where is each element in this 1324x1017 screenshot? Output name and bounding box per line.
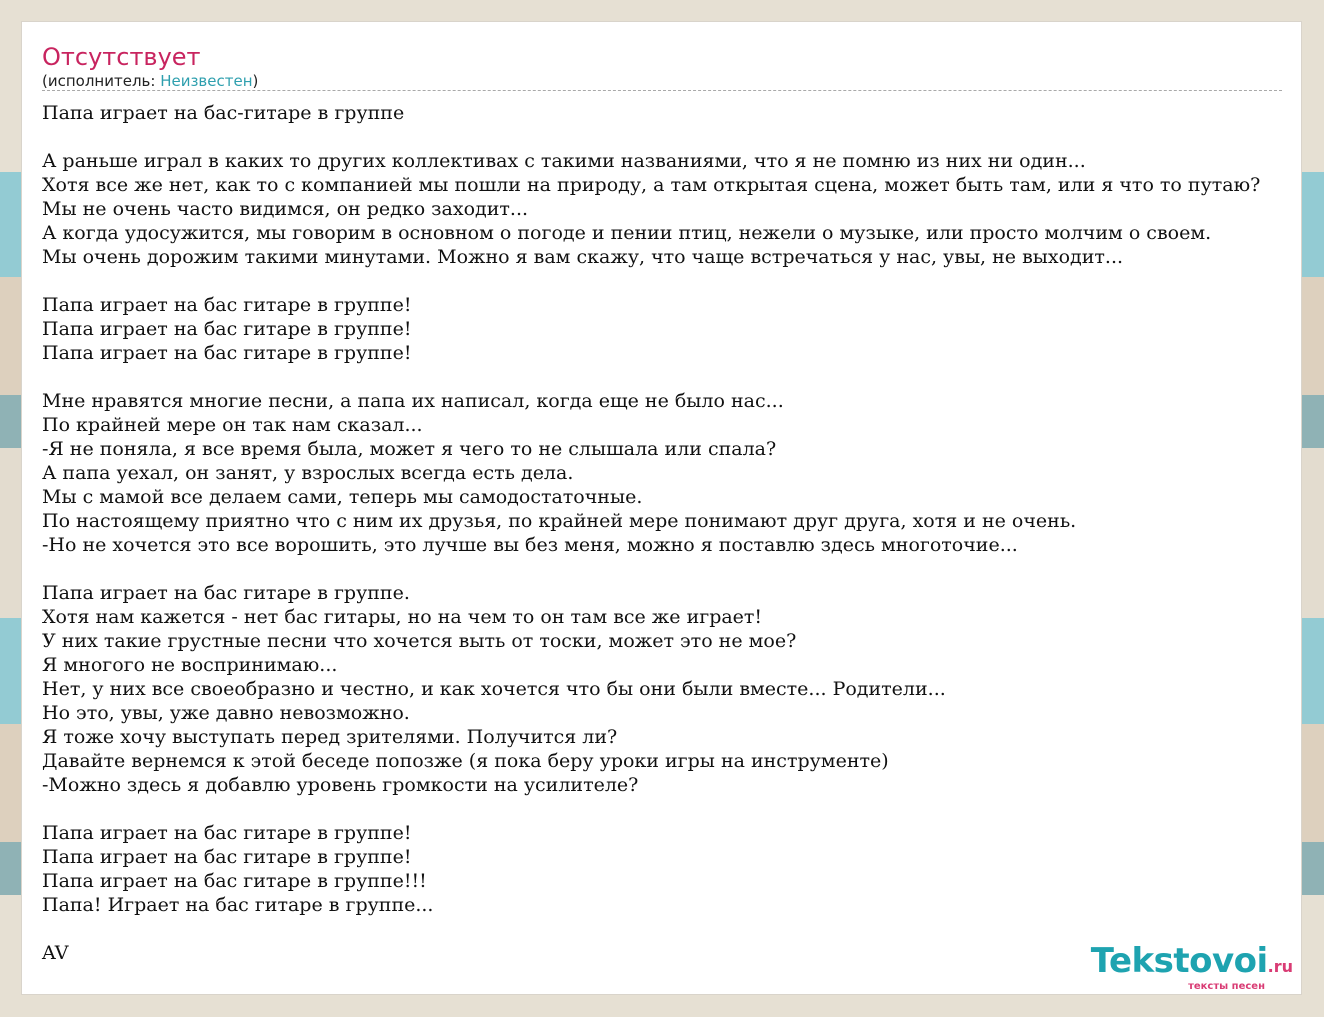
- lyric-line: А раньше играл в каких то других коллективах с такими названиями, что я не помню из них ни один...: [42, 150, 1086, 172]
- lyric-line: А когда удосужится, мы говорим в основном о погоде и пении птиц, нежели о музыке, или просто молчим о своем.: [42, 222, 1212, 244]
- lyric-line: Папа играет на бас гитаре в группе!: [42, 846, 412, 868]
- lyric-line: Папа играет на бас гитаре в группе!: [42, 342, 412, 364]
- site-logo[interactable]: [1090, 941, 1293, 992]
- lyric-line: Я тоже хочу выступать перед зрителями. Получится ли?: [42, 726, 618, 748]
- lyric-line: Нет, у них все своеобразно и честно, и как хочется что бы они были вместе... Родители...: [42, 678, 946, 700]
- lyric-line: Папа играет на бас гитаре в группе!!!: [42, 870, 427, 892]
- lyrics-text: [42, 101, 1260, 965]
- lyric-blank-line: [42, 365, 1260, 389]
- artist-line: [42, 72, 258, 90]
- title-divider: [42, 90, 1282, 91]
- lyric-line: Папа играет на бас гитаре в группе!: [42, 822, 412, 844]
- lyric-line: Папа играет на бас гитаре в группе!: [42, 294, 412, 316]
- artist-prefix: (исполнитель:: [42, 72, 161, 90]
- lyric-blank-line: [42, 917, 1260, 941]
- logo-tld: .ru: [1267, 957, 1293, 976]
- lyric-line: Папа играет на бас гитаре в группе!: [42, 318, 412, 340]
- lyric-line: Хотя нам кажется - нет бас гитары, но на чем то он там все же играет!: [42, 606, 763, 628]
- lyric-line: Я многого не воспринимаю...: [42, 654, 338, 676]
- lyric-blank-line: [42, 797, 1260, 821]
- lyric-line: По крайней мере он так нам сказал...: [42, 414, 423, 436]
- lyric-line: Папа играет на бас гитаре в группе.: [42, 582, 410, 604]
- lyric-line: Давайте вернемся к этой беседе попозже (я пока беру уроки игры на инструменте): [42, 750, 889, 772]
- logo-subtitle: тексты песен: [1188, 981, 1265, 992]
- lyric-blank-line: [42, 125, 1260, 149]
- lyric-line: Мне нравятся многие песни, а папа их написал, когда еще не было нас...: [42, 390, 784, 412]
- logo-wordmark: [1090, 941, 1293, 984]
- lyric-line: -Можно здесь я добавлю уровень громкости на усилителе?: [42, 774, 639, 796]
- lyric-line: Папа! Играет на бас гитаре в группе...: [42, 894, 434, 916]
- lyric-line: Мы не очень часто видимся, он редко заходит...: [42, 198, 529, 220]
- lyric-line: Мы с мамой все делаем сами, теперь мы самодостаточные.: [42, 486, 643, 508]
- lyric-blank-line: [42, 269, 1260, 293]
- lyric-line: У них такие грустные песни что хочется выть от тоски, может это не мое?: [42, 630, 797, 652]
- lyric-line: По настоящему приятно что с ним их друзья, по крайней мере понимают друг друга, хотя и не очень.: [42, 510, 1077, 532]
- lyrics-card: [21, 21, 1302, 995]
- lyric-line: Хотя все же нет, как то с компанией мы пошли на природу, а там открытая сцена, может быть там, или я что то путаю?: [42, 174, 1261, 196]
- logo-main-text: Tekstovoi: [1090, 941, 1268, 981]
- lyric-line: -Но не хочется это все ворошить, это лучше вы без меня, можно я поставлю здесь многоточие...: [42, 534, 1018, 556]
- artist-suffix: ): [252, 72, 259, 90]
- song-title: Отсутствует: [42, 43, 201, 71]
- lyric-blank-line: [42, 557, 1260, 581]
- lyric-line: -Я не поняла, я все время была, может я чего то не слышала или спала?: [42, 438, 777, 460]
- artist-link[interactable]: Неизвестен: [160, 72, 253, 90]
- lyric-line: Папа играет на бас-гитаре в группе: [42, 102, 405, 124]
- lyric-line: Мы очень дорожим такими минутами. Можно я вам скажу, что чаще встречаться у нас, увы, не выходит...: [42, 246, 1124, 268]
- lyric-line: Но это, увы, уже давно невозможно.: [42, 702, 410, 724]
- lyric-line: AV: [42, 942, 69, 964]
- lyric-line: А папа уехал, он занят, у взрослых всегда есть дела.: [42, 462, 574, 484]
